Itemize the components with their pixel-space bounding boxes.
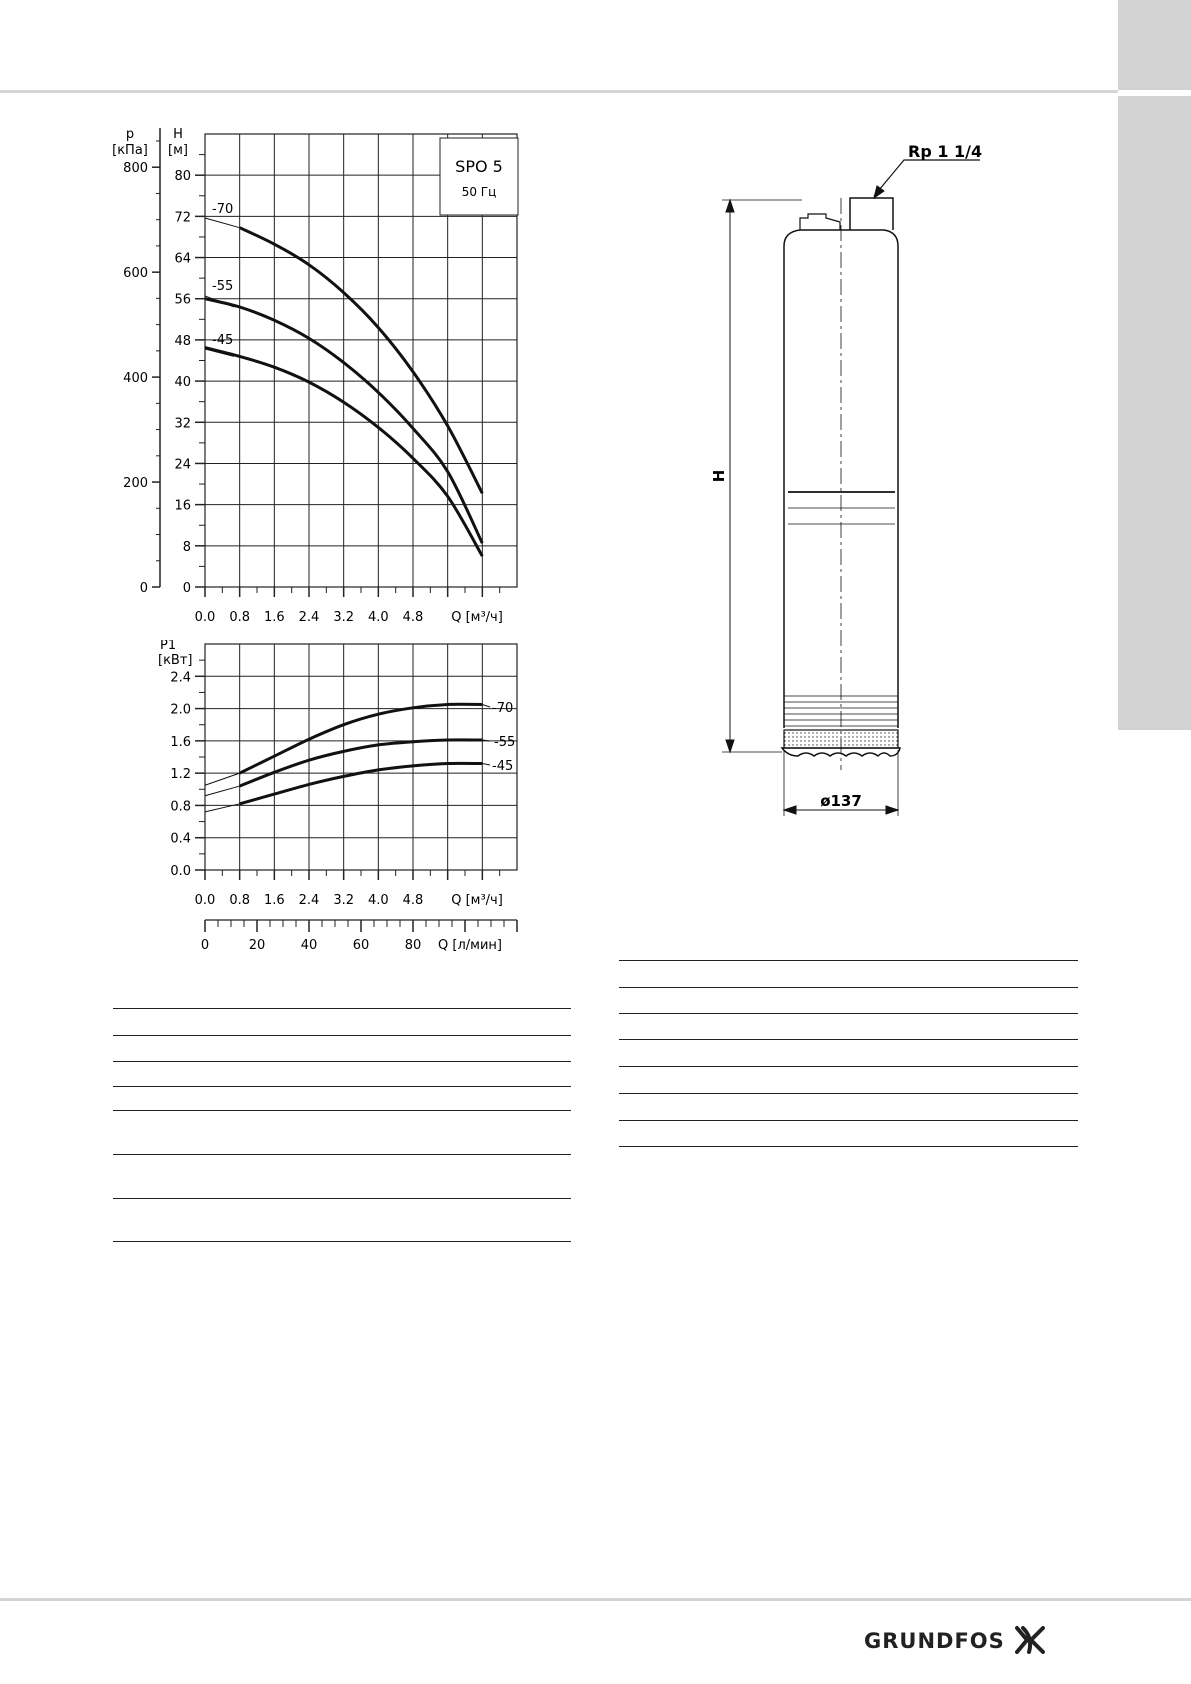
thread-leader xyxy=(874,160,980,196)
table-rule xyxy=(113,1061,571,1062)
side-tab-top xyxy=(1118,0,1191,90)
p1-tick-label: 0.0 xyxy=(170,864,191,879)
lmin-tick-label: 0 xyxy=(200,938,210,953)
h-tick-label: 64 xyxy=(174,251,191,267)
power-curve-leader xyxy=(482,705,490,707)
power-curve-chart xyxy=(0,640,560,960)
p-tick-label: 400 xyxy=(123,371,148,387)
diameter-label: ø137 xyxy=(820,792,862,810)
lmin-tick-label: 40 xyxy=(300,938,318,953)
table-rule xyxy=(113,1035,571,1036)
lmin-tick-label: 20 xyxy=(248,938,266,953)
power-curve-label-70: -70 xyxy=(492,701,514,716)
legend-model: SPO 5 xyxy=(455,157,503,176)
h-tick-label: 48 xyxy=(174,333,191,349)
brand-wordmark: GRUNDFOS xyxy=(864,1629,1005,1653)
power-q-tick-label: 4.0 xyxy=(367,893,389,908)
p1-axis-unit: [кВт] xyxy=(158,653,193,668)
pump-dimension-drawing xyxy=(700,130,1000,830)
power-curve-leader xyxy=(205,786,240,796)
p1-tick-label: 2.0 xyxy=(170,702,191,718)
p-tick-label: 600 xyxy=(123,266,148,282)
h-tick-label: 80 xyxy=(174,169,191,185)
p-axis-label: p xyxy=(125,127,135,142)
lmin-tick-label: 60 xyxy=(352,938,370,953)
power-curve-leader xyxy=(205,773,240,785)
pump-outlet xyxy=(850,198,893,230)
power-q-tick-label: 1.6 xyxy=(263,893,285,908)
table-rule xyxy=(113,1008,571,1009)
head-curve-leader xyxy=(205,218,240,228)
h-tick-label: 32 xyxy=(174,416,191,432)
pump-strainer xyxy=(784,730,898,748)
head-curve-chart xyxy=(0,110,560,635)
power-x-label: Q [м³/ч] xyxy=(451,893,503,908)
power-plot-frame xyxy=(205,644,517,870)
power-q-tick-label: 4.8 xyxy=(402,893,424,908)
p-axis-unit: [кПа] xyxy=(112,143,148,158)
height-arrow-bottom xyxy=(726,740,734,752)
lmin-x-label: Q [л/мин] xyxy=(438,938,502,953)
power-q-tick-label: 2.4 xyxy=(298,893,320,908)
head-q-tick-label: 4.0 xyxy=(367,610,389,625)
h-tick-label: 56 xyxy=(174,292,191,308)
head-curve-label-55: -55 xyxy=(212,279,234,294)
table-rule xyxy=(113,1086,571,1087)
lmin-tick-label: 80 xyxy=(404,938,422,953)
dia-arrow-left xyxy=(784,806,796,814)
head-curve-label-70: -70 xyxy=(212,202,234,217)
table-rule xyxy=(619,1066,1078,1067)
table-rule xyxy=(113,1110,571,1111)
thread-label: Rp 1 1/4 xyxy=(908,142,983,161)
h-tick-label: 72 xyxy=(174,210,191,226)
p1-tick-label: 2.4 xyxy=(170,670,191,686)
table-rule xyxy=(619,1093,1078,1094)
p1-tick-label: 0.4 xyxy=(170,831,191,847)
power-curve-label-55: -55 xyxy=(494,735,516,750)
head-q-tick-label: 2.4 xyxy=(298,610,320,625)
table-rule xyxy=(619,1146,1078,1147)
h-tick-label: 40 xyxy=(174,375,191,391)
h-tick-label: 24 xyxy=(174,457,191,473)
legend-box xyxy=(440,138,518,215)
table-rule xyxy=(619,1013,1078,1014)
table-rule xyxy=(113,1241,571,1242)
head-q-tick-label: 3.2 xyxy=(333,610,355,625)
brand-logo xyxy=(864,1626,1045,1654)
table-rule xyxy=(619,1039,1078,1040)
p1-tick-label: 1.6 xyxy=(170,734,191,750)
brand-x-icon xyxy=(1015,1626,1045,1654)
p1-axis-label: P1 xyxy=(160,640,177,653)
head-curve-leader xyxy=(205,296,234,307)
height-label: H xyxy=(710,469,728,483)
p1-tick-label: 0.8 xyxy=(170,799,191,815)
table-rule xyxy=(619,1120,1078,1121)
p-tick-label: 800 xyxy=(123,161,148,177)
p-tick-label: 0 xyxy=(139,581,148,596)
table-rule xyxy=(113,1154,571,1155)
head-curve-70 xyxy=(240,228,483,494)
power-q-tick-label: 0.8 xyxy=(229,893,251,908)
p-tick-label: 200 xyxy=(123,476,148,492)
table-rule xyxy=(113,1198,571,1199)
thread-leader-arrow xyxy=(874,186,884,198)
table-rule xyxy=(619,987,1078,988)
head-x-label: Q [м³/ч] xyxy=(451,610,503,625)
head-q-tick-label: 0.8 xyxy=(229,610,251,625)
footer-rule xyxy=(0,1598,1191,1601)
head-q-tick-label: 0.0 xyxy=(194,610,216,625)
h-axis-unit: [м] xyxy=(168,143,188,158)
height-arrow-top xyxy=(726,200,734,212)
legend-frequency: 50 Гц xyxy=(461,185,497,199)
h-tick-label: 8 xyxy=(182,539,191,555)
power-curve-leader xyxy=(482,763,490,765)
dia-arrow-right xyxy=(886,806,898,814)
head-curve-label-45: -45 xyxy=(212,333,234,348)
power-q-tick-label: 3.2 xyxy=(333,893,355,908)
head-q-tick-label: 4.8 xyxy=(402,610,424,625)
head-q-tick-label: 1.6 xyxy=(263,610,285,625)
power-q-tick-label: 0.0 xyxy=(194,893,216,908)
header-rule xyxy=(0,90,1118,93)
pump-cable-guard xyxy=(800,214,840,230)
p1-tick-label: 1.2 xyxy=(170,767,191,783)
side-tab-main xyxy=(1118,96,1191,730)
h-axis-label: H xyxy=(173,127,183,142)
power-curve-45 xyxy=(240,763,483,803)
h-tick-label: 16 xyxy=(174,498,191,514)
h-tick-label: 0 xyxy=(182,581,191,596)
table-rule xyxy=(619,960,1078,961)
power-curve-label-45: -45 xyxy=(492,759,514,774)
